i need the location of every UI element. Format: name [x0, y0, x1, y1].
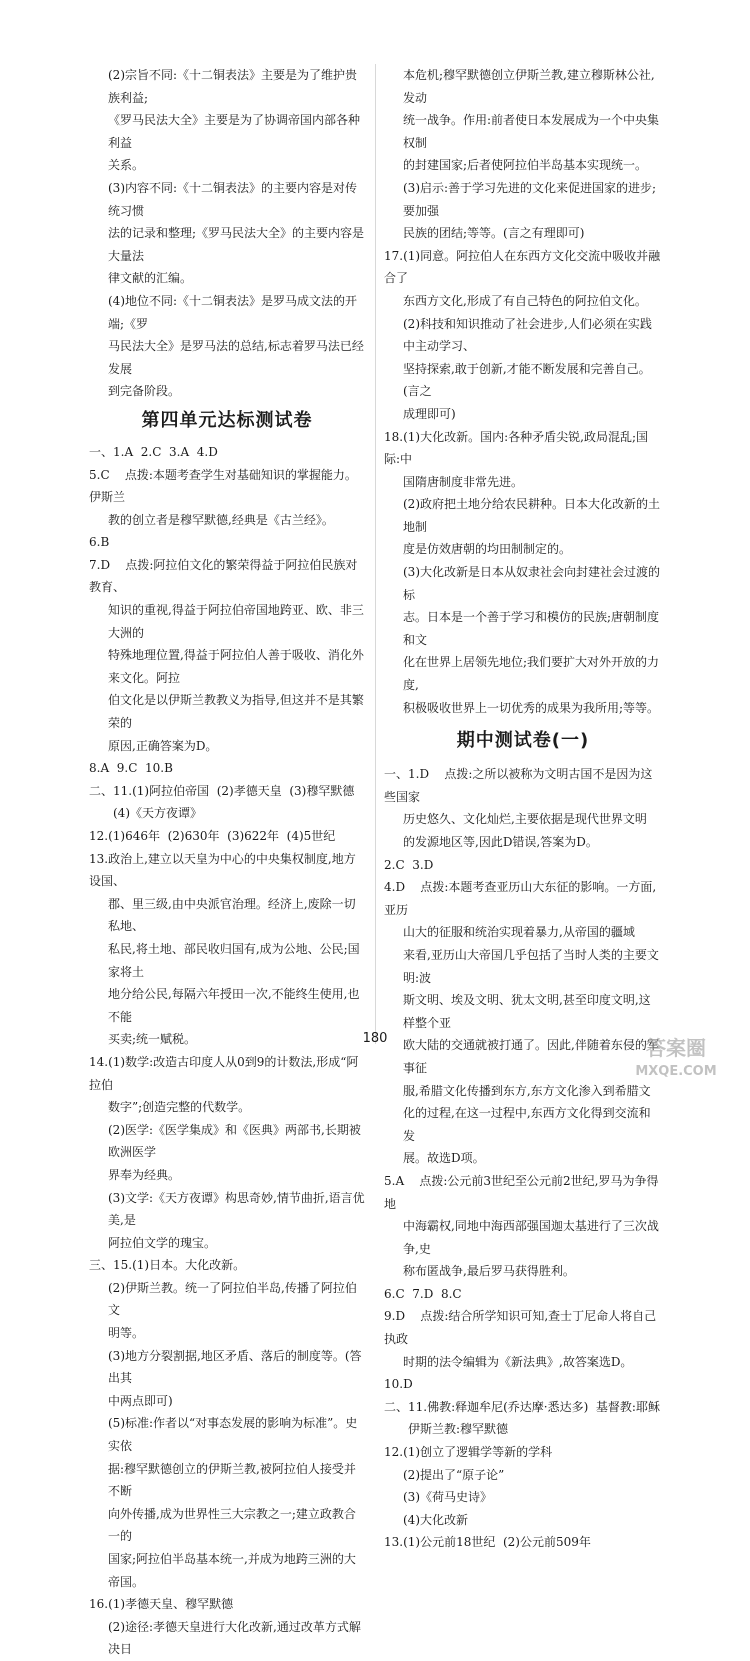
text-line: 时期的法令编辑为《新法典》,故答案选D。: [403, 1354, 633, 1369]
text-line: 来看,亚历山大帝国几乎包括了当时人类的主要文明:波: [403, 947, 659, 985]
text-line: 山大的征服和统治实现着暴力,从帝国的疆域: [403, 925, 635, 940]
text-line: 明等。: [108, 1326, 145, 1341]
text-line: 伊斯兰教:穆罕默德: [408, 1422, 509, 1437]
unit4-answers: [89, 441, 365, 1661]
text-line: (2)宗旨不同:《十二铜表法》主要是为了维护贵族利益;: [108, 68, 358, 105]
text-line: 马民法大全》是罗马法的总结,标志着罗马法已经发展: [108, 339, 364, 376]
text-line: 9.D 点拨:结合所学知识可知,查士丁尼命人将自己执政: [384, 1309, 657, 1347]
text-line: 化在世界上居领先地位;我们要扩大对外开放的力度,: [403, 655, 660, 693]
text-line: 13.政治上,建立以天皇为中心的中央集权制度,地方设国、: [89, 851, 356, 889]
text-line: (3)启示:善于学习先进的文化来促进国家的进步;要加强: [403, 180, 657, 218]
text-line: 二、11.(1)阿拉伯帝国 (2)孝德天皇 (3)穆罕默德: [89, 783, 355, 798]
text-line: 12.(1)创立了逻辑学等新的学科: [384, 1445, 553, 1460]
text-line: 12.(1)646年 (2)630年 (3)622年 (4)5世纪: [89, 829, 336, 843]
text-line: 中海霸权,同地中海西部强国迦太基进行了三次战争,史: [403, 1219, 659, 1256]
text-line: 的封建国家;后者使阿拉伯半岛基本实现统一。: [403, 158, 648, 173]
text-line: 律文献的汇编。: [108, 271, 193, 286]
text-line: 民族的团结;等等。(言之有理即可): [403, 226, 585, 241]
text-line: 关系。: [108, 158, 145, 173]
text-line: 到完备阶段。: [108, 384, 181, 399]
text-line: 16.(1)孝德天皇、穆罕默德: [89, 1597, 234, 1612]
text-line: (4)大化改新: [403, 1512, 468, 1527]
text-line: 17.(1)同意。阿拉伯人在东西方文化交流中吸收并融合了: [384, 248, 661, 286]
text-line: 8.A 9.C 10.B: [89, 761, 173, 776]
text-line: (2)途径:孝德天皇进行大化改新,通过改革方式解决日: [108, 1619, 361, 1657]
watermark-logo: [616, 1033, 736, 1081]
midterm-test-title: 期中测试卷(一): [456, 730, 590, 752]
text-line: (2)提出了“原子论”: [403, 1467, 505, 1482]
text-line: 一、1.D 点拨:之所以被称为文明古国不是因为这些国家: [384, 767, 653, 804]
text-line: 服,希腊文化传播到东方,东方文化渗入到希腊文: [403, 1083, 651, 1098]
text-line: (3)大化改新是日本从奴隶社会向封建社会过渡的标: [403, 565, 660, 602]
text-line: 18.(1)大化改新。国内:各种矛盾尖锐,政局混乱;国际:中: [384, 429, 648, 467]
text-line: (3)地方分裂割据,地区矛盾、落后的制度等。(答出其: [108, 1348, 362, 1386]
text-line: 志。日本是一个善于学习和模仿的民族;唐朝制度和文: [403, 610, 660, 647]
text-line: 度是仿效唐朝的均田制制定的。: [403, 542, 572, 557]
text-line: (2)政府把土地分给农民耕种。日本大化改新的土地制: [403, 497, 660, 534]
text-line: (4)地位不同:《十二铜表法》是罗马成文法的开端;《罗: [108, 293, 358, 331]
column-divider: [375, 64, 376, 1044]
text-line: 阿拉伯文学的瑰宝。: [108, 1235, 217, 1250]
text-line: 东西方文化,形成了有自己特色的阿拉伯文化。: [403, 293, 647, 308]
text-line: 向外传播,成为世界性三大宗教之一;建立政教合一的: [108, 1506, 356, 1544]
text-line: 三、15.(1)日本。大化改新。: [89, 1258, 246, 1273]
text-line: (2)科技和知识推动了社会进步,人们必须在实践中主动学习、: [403, 316, 652, 354]
text-line: 《罗马民法大全》主要是为了协调帝国内部各种利益: [108, 113, 361, 150]
left-block-prev-answers: [89, 64, 365, 403]
text-line: 国家;阿拉伯半岛基本统一,并成为地跨三洲的大帝国。: [108, 1552, 356, 1589]
text-line: 5.C 点拨:本题考查学生对基础知识的掌握能力。伊斯兰: [89, 467, 357, 505]
text-line: 6.C 7.D 8.C: [384, 1286, 462, 1301]
text-line: 化的过程,在这一过程中,东西方文化得到交流和发: [403, 1106, 651, 1143]
text-line: 原因,正确答案为D。: [108, 738, 218, 753]
text-line: 坚持探索,敢于创新,才能不断发展和完善自己。(言之: [403, 361, 651, 399]
text-line: 2.C 3.D: [384, 857, 434, 872]
text-line: 欧大陆的交通就被打通了。因此,伴随着东侵的军事征: [403, 1038, 659, 1075]
text-line: 统一战争。作用:前者使日本发展成为一个中央集权制: [403, 113, 660, 150]
text-line: 据:穆罕默德创立的伊斯兰教,被阿拉伯人接受并不断: [108, 1461, 356, 1499]
watermark-line1: 答案圈: [646, 1036, 706, 1060]
right-block-unit4-cont: [384, 64, 662, 719]
text-line: 14.(1)数学:改造古印度人从0到9的计数法,形成“阿拉伯: [89, 1054, 359, 1092]
text-line: 数字”;创造完整的代数学。: [108, 1100, 251, 1115]
text-line: 历史悠久、文化灿烂,主要依据是现代世界文明: [403, 812, 647, 827]
text-line: 6.B: [89, 535, 110, 550]
text-line: (3)文学:《天方夜谭》构思奇妙,情节曲折,语言优美,是: [108, 1190, 365, 1228]
text-line: 地分给公民,每隔六年授田一次,不能终生使用,也不能: [108, 987, 360, 1024]
text-line: 5.A 点拨:公元前3世纪至公元前2世纪,罗马为争得地: [384, 1173, 659, 1211]
midterm-answers: [384, 763, 662, 1554]
right-column: [384, 64, 662, 1554]
text-line: 的发源地区等,因此D错误,答案为D。: [403, 835, 598, 849]
text-line: 买卖;统一赋税。: [108, 1032, 197, 1047]
page-number: 180: [362, 1031, 388, 1046]
text-line: 一、1.A 2.C 3.A 4.D: [89, 444, 218, 459]
text-line: (4)《天方夜谭》: [113, 806, 202, 821]
text-line: 斯文明、埃及文明、犹太文明,甚至印度文明,这样整个亚: [403, 993, 651, 1030]
text-line: 郡、里三级,由中央派官治理。经济上,废除一切私地、: [108, 896, 356, 934]
left-column: [89, 64, 365, 1661]
text-line: 中两点即可): [108, 1393, 173, 1408]
text-line: 7.D 点拨:阿拉伯文化的繁荣得益于阿拉伯民族对教育、: [89, 557, 358, 595]
text-line: 13.(1)公元前18世纪 (2)公元前509年: [384, 1535, 591, 1550]
text-line: 教的创立者是穆罕默德,经典是《古兰经》。: [108, 512, 334, 527]
text-line: (2)伊斯兰教。统一了阿拉伯半岛,传播了阿拉伯文: [108, 1280, 357, 1318]
text-line: 称布匿战争,最后罗马获得胜利。: [403, 1264, 575, 1279]
text-line: 私民,将土地、部民收归国有,成为公地、公民;国家将土: [108, 941, 360, 979]
text-line: (5)标准:作者以“对事态发展的影响为标准”。史实依: [108, 1416, 358, 1454]
text-line: 10.D: [384, 1377, 413, 1392]
text-line: 展。故选D项。: [403, 1151, 485, 1166]
text-line: (2)医学:《医学集成》和《医典》两部书,长期被欧洲医学: [108, 1122, 361, 1160]
text-line: 界奉为经典。: [108, 1167, 181, 1182]
text-line: (3)《荷马史诗》: [403, 1490, 492, 1505]
text-line: (3)内容不同:《十二铜表法》的主要内容是对传统习惯: [108, 180, 358, 218]
text-line: 国隋唐制度非常先进。: [403, 474, 524, 489]
text-line: 本危机;穆罕默德创立伊斯兰教,建立穆斯林公社,发动: [403, 68, 655, 105]
watermark-line2: MXQE.COM: [635, 1064, 717, 1079]
text-line: 二、11.佛教:释迦牟尼(乔达摩·悉达多) 基督教:耶稣: [384, 1399, 660, 1414]
text-line: 法的记录和整理;《罗马民法大全》的主要内容是大量法: [108, 226, 365, 263]
text-line: 知识的重视,得益于阿拉伯帝国地跨亚、欧、非三大洲的: [108, 603, 364, 640]
text-line: 成理即可): [403, 406, 456, 421]
text-line: 4.D 点拨:本题考查亚历山大东征的影响。一方面,亚历: [384, 880, 657, 917]
text-line: 积极吸收世界上一切优秀的成果为我所用;等等。: [403, 700, 660, 715]
unit4-test-title: 第四单元达标测试卷: [141, 409, 313, 431]
text-line: 伯文化是以伊斯兰教教义为指导,但这并不是其繁荣的: [108, 693, 364, 731]
text-line: 特殊地理位置,得益于阿拉伯人善于吸收、消化外来文化。阿拉: [108, 648, 364, 685]
